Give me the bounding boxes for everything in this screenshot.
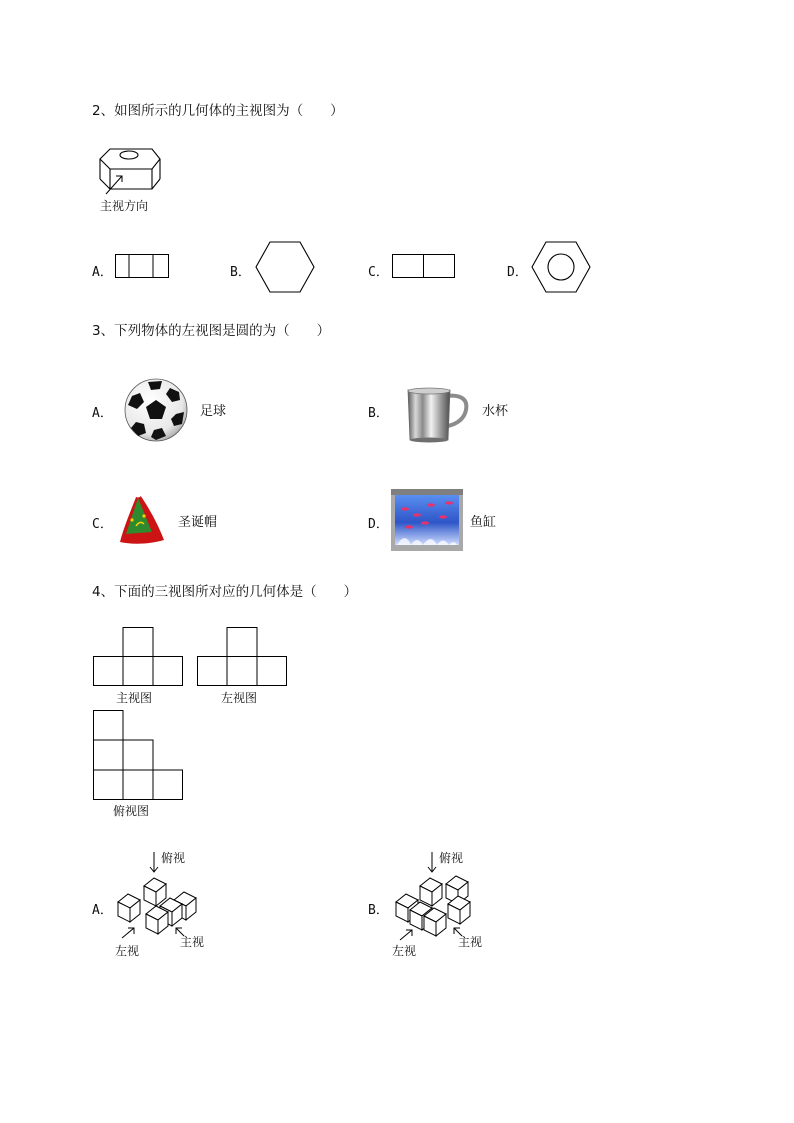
q2-option-a-figure[interactable] (115, 254, 169, 278)
q4-question: 4、下面的三视图所对应的几何体是（ ） (92, 584, 358, 600)
q2-option-d-hexagon-circle[interactable] (531, 241, 591, 293)
q2-option-d-letter[interactable]: D． (507, 265, 528, 280)
top-view-label: 俯视图 (113, 804, 150, 818)
q3-question: 3、下列物体的左视图是圆的为（ ） (92, 323, 331, 339)
christmas-hat-icon[interactable] (118, 490, 166, 546)
q2-option-c-letter[interactable]: C． (368, 265, 389, 280)
q2-option-b-letter[interactable]: B． (230, 265, 251, 280)
q4-b-front-label: 主视 (458, 935, 483, 949)
q4-b-cubes-figure[interactable] (390, 850, 490, 946)
front-view-label: 主视图 (116, 691, 153, 705)
q4-option-a-letter[interactable]: A． (92, 903, 113, 918)
q4-a-left-label: 左视 (115, 944, 140, 958)
left-view-label: 左视图 (221, 691, 258, 705)
q3-option-b-letter[interactable]: B． (368, 406, 389, 421)
direction-label: 主视方向 (100, 199, 149, 213)
q3-option-d-label: 鱼缸 (470, 515, 497, 530)
q3-option-c-label: 圣诞帽 (178, 515, 218, 530)
fish-tank-icon[interactable] (391, 489, 463, 551)
q4-option-b-letter[interactable]: B． (368, 903, 389, 918)
q2-option-c-figure[interactable] (392, 254, 455, 278)
q2-option-a-letter[interactable]: A． (92, 265, 113, 280)
front-view-grid (93, 627, 183, 687)
q2-option-b-hexagon[interactable] (255, 241, 315, 293)
q3-option-a-letter[interactable]: A． (92, 406, 113, 421)
q4-a-front-label: 主视 (180, 935, 205, 949)
q3-option-d-letter[interactable]: D． (368, 517, 389, 532)
q3-option-a-label: 足球 (200, 404, 227, 419)
left-view-grid (197, 627, 287, 687)
q2-question: 2、如图所示的几何体的主视图为（ ） (92, 103, 344, 119)
q4-a-top-label: 俯视 (161, 851, 186, 865)
q3-option-b-label: 水杯 (482, 404, 509, 419)
q4-b-top-label: 俯视 (439, 851, 464, 865)
soccer-ball-icon[interactable] (124, 378, 188, 442)
q3-option-c-letter[interactable]: C． (92, 517, 113, 532)
q4-a-cubes-figure[interactable] (112, 850, 212, 946)
steel-mug-icon[interactable] (404, 386, 468, 444)
q4-b-left-label: 左视 (392, 944, 417, 958)
top-view-grid (93, 710, 183, 800)
view-direction-arrow-icon (104, 170, 128, 196)
